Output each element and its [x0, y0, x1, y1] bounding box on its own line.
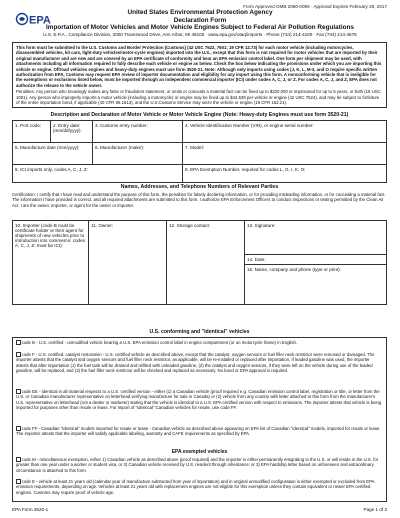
parties-table [12, 220, 387, 305]
code-m-checkbox[interactable] [16, 457, 21, 462]
entry-date-field[interactable] [51, 121, 93, 143]
owner-field[interactable] [89, 221, 167, 305]
penalties-text: Penalties: Any person who knowingly makes any false or fraudulent statement, or omits or conceals a material fact can be fined up to $320,000 or imprisoned for up to 5 years, or both (18 USC 1001). Any person who improperly imports a motor vehicle (including a motorcycle) or engine may be fined up to $44,539 per vehicle or engine (42 USC 7524), and may be subject to forfeiture of the entire importation bond, if applicable (40 CFR 85.1513), and the U.S.Customs Service may seize the vehicle or engine (19 CFR 162.21). [16, 89, 381, 106]
make-label: 6. Manufacturer (make): [95, 144, 145, 150]
date-field[interactable] [245, 255, 387, 265]
form-number: EPA Form 3520-1 [12, 507, 49, 512]
description-section-title: Description and Declaration of Motor Vehicle or Motor Vehicle Engine (Note: Heavy-duty Engines must use form 3520-21) [50, 112, 349, 118]
signature-field[interactable] [245, 221, 387, 255]
code-f-text: code F - U.S. certified, catalyst restoration - U.S. certified vehicle as described above, except that the catalyst, oxygen sensors or fuel filler neck restrictor were removed or damaged. The importer attests that the catalyst and oxygen sensors and fuel filler neck restrictor, as applicable, will be re-installed or replaced after importation. If leaded gasoline was used, the importer attests that after importation (1) the fuel tank will be drained and refilled with unleaded gasoline, (2) the catalyst and oxygen sensors, if they were left on the vehicle during use of the leaded gasoline, will be replaced, and (3) the fuel filler neck restrictor will be checked and replaced as necessary. No bond or EPA approval is required. [16, 352, 375, 374]
ici-imports-label: 8. ICI imports only, codes A, C, J, Z: [15, 166, 88, 172]
agency-address: U.S. E.P.A., Compliance Division, 2000 Traverwood Drive, Ann Arbor, MI 48105 · www.epa.gov/otaq/imports · Phone (734) 214-4100 · Fax (734) 214-4676 [43, 32, 357, 37]
code-m-item [16, 457, 383, 473]
conforming-section-title: U.S. conforming and "identical" vehicles [149, 329, 250, 335]
customs-entry-field[interactable] [93, 121, 183, 143]
code-ff-item [16, 426, 383, 437]
import-codes-panel [12, 337, 387, 502]
code-f-item [16, 352, 383, 374]
port-code-field[interactable] [13, 121, 51, 143]
signature-label: 13. Signature: [247, 222, 276, 228]
omb-approval-note: Form Approved OMB 2060-0095 · Approval Expires February 28, 2017 [243, 4, 387, 9]
certification-text: Certification: I certify that I have read and understand the purpose of this form, the penalties for falsely declaring information, or for providing misleading information, or for concealing a material fact. The information I have provided is correct, and all required attachments are submitted to this form. I authorize EPA Enforcement Officers to conduct inspections or testing permitted by the Clean Air Act. I am the owner, importer, or agent for the owner or importer. [12, 192, 386, 208]
code-e-checkbox[interactable] [16, 479, 21, 484]
name-phone-field[interactable] [245, 265, 387, 305]
manufacture-date-label: 5. Manufacture date (mm/yyyy): [15, 144, 80, 150]
code-e-text: code E - vehicle at least 21 years old (calendar year of manufacture subtracted from year of importation) and in original unmodified configuration is either exempted or excluded from EPA emission requirements, depending on age. Vehicles at least 21 years old with replacement engines are not eligible for this exemption unless they contain equivalent or newer EPA certified engines. Customs may require proof of vehicle age. [16, 479, 375, 495]
form-name: Declaration Form [173, 16, 227, 24]
importer-field[interactable] [13, 221, 89, 305]
vehicle-description-table [12, 120, 387, 183]
code-ff-text: code FF - Canadian "identical" models imported for resale or lease - Canadian vehicle as described above appearing on EPA list of Canadian "identical" models, imported for resale or lease. The importer attests that the importer will satisfy applicable labeling, warranty and CAFE requirements as specified by EPA. [16, 426, 381, 437]
exempted-section-title: EPA exempted vehicles [171, 449, 228, 455]
code-f-checkbox[interactable] [16, 352, 21, 357]
code-b-checkbox[interactable] [16, 340, 21, 345]
agency-name: United States Environmental Protection Agency [127, 9, 273, 16]
vin-label: 4. Vehicle Identification Number (VIN), or engine serial number: [185, 122, 314, 128]
intro-text: This form must be submitted to the U.S. Customs and Border Protection (Customs) (42 USC 7522, 7601; 19 CFR 12.73) for each motor vehicle (including motorcycles, disassembled vehicles, kit cars, light-duty vehicles/motor-cycle engines) imported into the U.S., except that this form is not required for motor vehicles that are imported by their original manufacturer and are new and are covered by an EPA certificate of conformity and bear an EPA emission control label. One form per shipment may be used, with attachments including all information required to fully describe each vehicle or engine as below. Check the box below indicating the provisions under which you are importing this vehicle or engine. Offroad vehicles engines and heavy-duty engines must use form 3520-21. Note: Although only imports using codes (J, K, L, M-3, and O require specific written authorization from EPA, Customs may request EPA review of importer documentation and eligibility for any import using this form. A nonconforming vehicle that is ineligible for the exemptions or exclusions listed below, must be imported through an independent commercial importer (ICI) under codes A, C, J, or Z. For codes A, C, J, and Z, EPA does not authorize the release to the vehicle owner. [16, 45, 382, 88]
code-e-item [16, 479, 383, 495]
model-field[interactable] [183, 143, 387, 165]
make-field[interactable] [93, 143, 183, 165]
intro-notice [12, 42, 387, 108]
exemption-number-label: 9. EPA Exemption Number, required for codes L, G, I, K, O: [185, 166, 306, 172]
entry-date-label: 2. Entry date: (mm/dd/yyyy) [53, 122, 81, 133]
customs-entry-label: 3. Customs entry number: [95, 122, 148, 128]
manufacture-date-field[interactable] [13, 143, 93, 165]
date-label: 14. Date: [247, 256, 266, 262]
code-b-text: code B - U.S. certified - unmodified vehicle bearing a U.S. EPA emission control label in engine compartment (or on motorcycle frame) in English. [21, 340, 298, 345]
code-b-item [16, 340, 383, 345]
exemption-number-field[interactable] [183, 165, 387, 183]
name-phone-label: 15. Name, company and phone (type or print): [247, 266, 341, 272]
code-ee-checkbox[interactable] [16, 389, 21, 394]
code-ee-item [16, 389, 383, 411]
vin-field[interactable] [183, 121, 387, 143]
code-ee-text: code EE - identical in all material respects to a U.S. certified version - either (1) a Canadian vehicle (proof required e.g. Canadian emission control label, registration or title, or letter from the U.S. or Canadian manufacturer representative on letterhead verifying manufacture for sale in Canada) or (2) vehicle from any country with letter attached to this form from the manufacturer's U.S. representative on letterhead (not a dealer or marketer) stating that the vehicle is identical to a U.S. EPA certified version with respect to emissions. The importer attests that vehicle is being imported for purposes other than resale or lease. For import of "identical" Canadian vehicles for resale, use code FF. [16, 389, 382, 411]
code-m-text: code M - miscellaneous exemption, either 1) Canadian vehicle as described above (proof required) and the importer is either permanently emigrating to the U.S. or will reside in the U.S. for greater than one year under a worker or student visa, or 2) Canadian vehicle received by U.S. resident through inheritance; or 3) EPA hardship letter based on unforeseen and extraordinary circumstance is attached to this form. [16, 457, 379, 473]
storage-contact-field[interactable] [167, 221, 245, 305]
code-ff-checkbox[interactable] [16, 426, 21, 431]
importer-label: 10. Importer (code B must be certificate holder or their agent for shipments of new vehicles prior to introduction into commerce; codes A, C, J, Z: must be ICI): [15, 222, 85, 248]
form-title: Importation of Motor Vehicles and Motor Vehicle Engines Subject to Federal Air Pollution Regulations [46, 24, 354, 31]
svg-text:EPA: EPA [29, 14, 51, 27]
names-section-title: Names, Addresses, and Telephone Numbers of Relevant Parties [120, 184, 279, 190]
owner-label: 11. Owner: [91, 222, 114, 228]
page-number: Page 1 of 2 [363, 507, 387, 512]
model-label: 7. Model: [185, 144, 204, 150]
storage-contact-label: 12. Storage contact: [169, 222, 211, 228]
ici-imports-field[interactable] [13, 165, 183, 183]
port-code-label: 1. Port code: [15, 122, 42, 128]
